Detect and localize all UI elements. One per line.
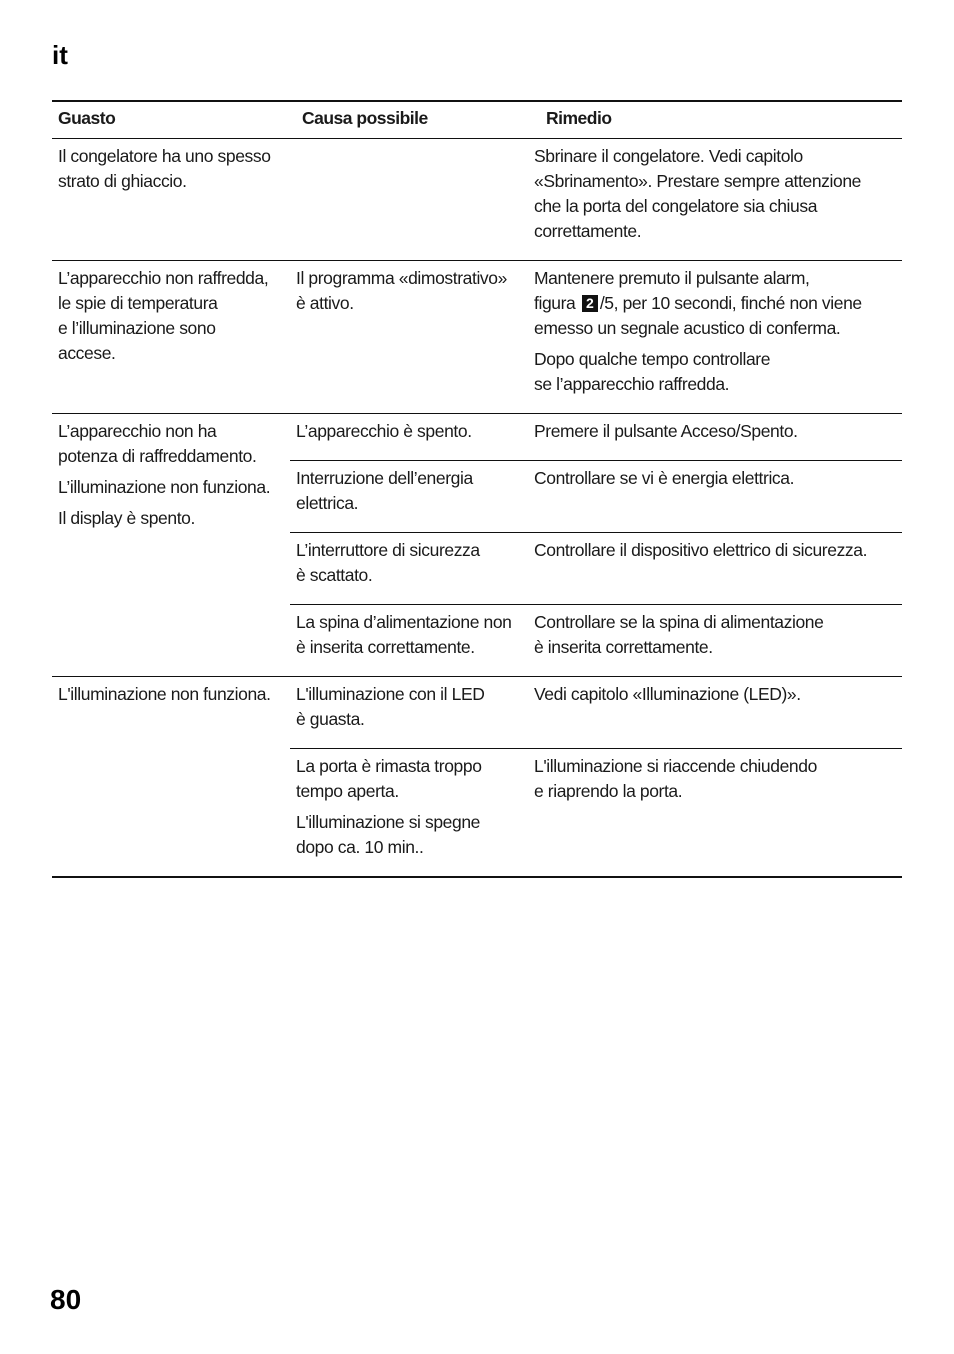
fault-cell: [52, 139, 290, 260]
cause-rows: [290, 677, 902, 876]
table-row: [290, 414, 902, 461]
remedy-text-after-figure: /5, per 10 secondi, finché non viene emesso un segnale acustico di conferma.: [534, 293, 862, 338]
remedy-cell: [528, 139, 902, 260]
fault-group: [52, 139, 902, 261]
cause-rows: [290, 139, 902, 260]
cause-text: L’apparecchio è spento.: [296, 421, 472, 441]
cause-cell: [290, 749, 528, 876]
fault-text: L'illuminazione non funziona.: [58, 684, 271, 704]
page-number: 80: [50, 1284, 82, 1315]
cause-cell: [290, 261, 528, 413]
cause-text: L'illuminazione con il LED è guasta.: [296, 684, 485, 729]
fault-text: L’illuminazione non funziona.: [58, 477, 271, 497]
cause-text: Interruzione dell’energia elettrica.: [296, 468, 473, 513]
remedy-cell: [528, 261, 902, 413]
cause-cell: [290, 139, 528, 260]
cause-rows: [290, 414, 902, 676]
fault-group: [52, 414, 902, 677]
table-row: [290, 749, 902, 876]
header-guasto: Guasto: [58, 108, 116, 128]
cause-text: La porta è rimasta troppo tempo aperta.: [296, 756, 482, 801]
fault-group: [52, 677, 902, 876]
cause-text: L'illuminazione si spegne dopo ca. 10 min..: [296, 812, 481, 857]
remedy-cell: [528, 677, 902, 748]
language-marker: it: [52, 40, 68, 70]
remedy-text: Premere il pulsante Acceso/Spento.: [534, 421, 798, 441]
remedy-text: Controllare se la spina di alimentazione è inserita correttamente.: [534, 612, 824, 657]
table-row: [290, 139, 902, 260]
remedy-text: Sbrinare il congelatore. Vedi capitolo «Sbrinamento». Prestare sempre attenzione che la porta del congelatore sia chiusa correttamente.: [534, 146, 861, 241]
table-row: [290, 461, 902, 533]
header-causa-possibile: Causa possibile: [302, 108, 428, 128]
remedy-text: Controllare il dispositivo elettrico di sicurezza.: [534, 540, 868, 560]
cause-cell: [290, 533, 528, 604]
header-rimedio: Rimedio: [546, 108, 612, 128]
remedy-text: Dopo qualche tempo controllare se l’apparecchio raffredda.: [534, 349, 771, 394]
remedy-cell: [528, 414, 902, 460]
remedy-cell: [528, 749, 902, 876]
remedy-text: Vedi capitolo «Illuminazione (LED)».: [534, 684, 801, 704]
table-row: [290, 605, 902, 676]
fault-cell: [52, 414, 290, 676]
fault-text: L’apparecchio non ha potenza di raffreddamento.: [58, 421, 257, 466]
table-row: [290, 677, 902, 749]
remedy-text: L'illuminazione si riaccende chiudendo e riaprendo la porta.: [534, 756, 817, 801]
figure-reference-badge: 2: [582, 295, 598, 312]
troubleshooting-table: [52, 100, 902, 878]
cause-rows: [290, 261, 902, 413]
cause-cell: [290, 677, 528, 748]
fault-cell: [52, 261, 290, 413]
cause-cell: [290, 605, 528, 676]
cause-cell: [290, 461, 528, 532]
table-row: [290, 261, 902, 413]
table-row: [290, 533, 902, 605]
remedy-text: [534, 266, 898, 341]
table-header: [52, 102, 902, 139]
fault-text: L’apparecchio non raffredda, le spie di temperatura e l’illuminazione sono accese.: [58, 268, 269, 363]
fault-group: [52, 261, 902, 414]
fault-text: Il congelatore ha uno spesso strato di ghiaccio.: [58, 146, 271, 191]
cause-text: Il programma «dimostrativo» è attivo.: [296, 268, 507, 313]
fault-cell: [52, 677, 290, 876]
cause-text: L’interruttore di sicurezza è scattato.: [296, 540, 480, 585]
table-body: [52, 139, 902, 876]
remedy-cell: [528, 533, 902, 604]
remedy-cell: [528, 461, 902, 532]
remedy-cell: [528, 605, 902, 676]
cause-text: La spina d’alimentazione non è inserita correttamente.: [296, 612, 512, 657]
remedy-text: Controllare se vi è energia elettrica.: [534, 468, 795, 488]
cause-cell: [290, 414, 528, 460]
fault-text: Il display è spento.: [58, 508, 195, 528]
remedy-text-before-figure: Mantenere premuto il pulsante alarm, figura: [534, 268, 810, 313]
